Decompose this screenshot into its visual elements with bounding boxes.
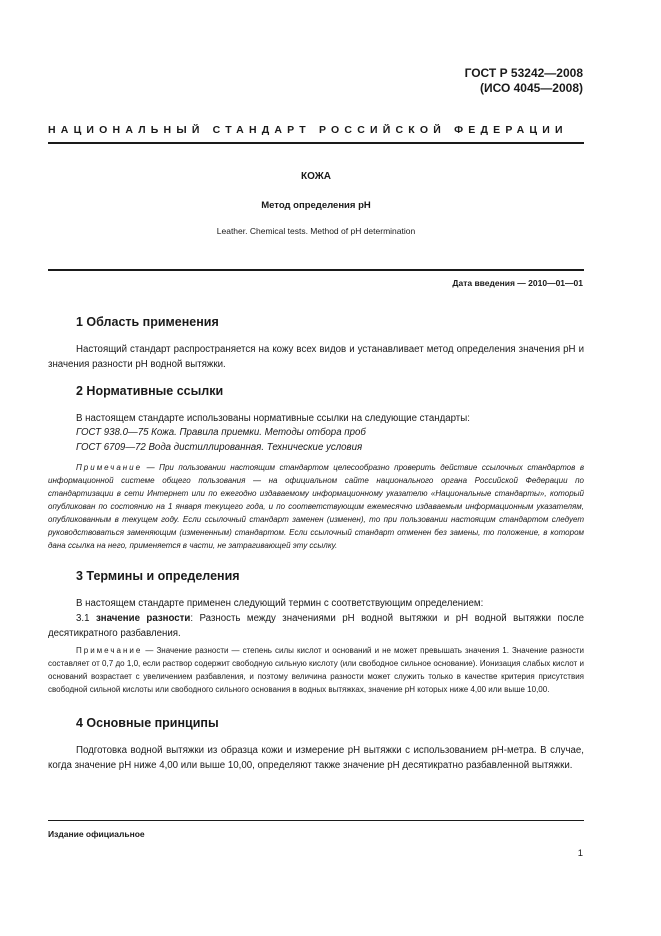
section-2-note (48, 461, 584, 552)
page-number: 1 (577, 848, 583, 859)
reference-gost-6709: ГОСТ 6709—72 Вода дистиллированная. Технические условия (76, 442, 363, 453)
document-title: КОЖА (300, 171, 331, 182)
section-3-paragraph: В настоящем стандарте применен следующий термин с соответствующим определением: (76, 598, 484, 609)
reference-gost-938: ГОСТ 938.0—75 Кожа. Правила приемки. Методы отбора проб (76, 427, 366, 438)
section-2-paragraph: В настоящем стандарте использованы нормативные ссылки на следующие стандарты: (76, 413, 470, 424)
term-number: 3.1 (76, 613, 96, 624)
section-2-heading: 2 Нормативные ссылки (76, 384, 224, 398)
note-text: — Значение разности — степень силы кислот и оснований и не может превышать значения 1. Значение разности составляет от 0,7 до 1,0, если раствор содержит свободную сильную кислоту (или свободное сильное основание). Ионизация слабых кислот и оснований возрастает с увеличением разбавления, и поэтому величина разности может служить только в качестве критерия присутствия свободной сильной кислоты или свободного сильного основания в водных вытяжках, значение рН которых ниже 4,00 или выше 10,00. (48, 646, 584, 694)
term-text: : Разность между значениями рН водной вытяжки и рН водной вытяжки после десятикратного разбавления. (48, 613, 584, 639)
note-label: Примечание (76, 646, 143, 655)
standard-number: ГОСТ Р 53242—2008 (464, 66, 583, 80)
footer-rule (48, 820, 584, 821)
section-1-paragraph: Настоящий стандарт распространяется на кожу всех видов и устанавливает метод определения значения рН и значения разности рН водной вытяжки. (48, 344, 584, 370)
document-subtitle: Метод определения рН (261, 200, 371, 211)
standard-designation (465, 66, 583, 96)
national-standard-banner: НАЦИОНАЛЬНЫЙ СТАНДАРТ РОССИЙСКОЙ ФЕДЕРАЦИИ (48, 124, 568, 136)
header-rule (48, 142, 584, 144)
section-4-heading: 4 Основные принципы (76, 716, 219, 730)
term-definition (48, 611, 584, 641)
section-1-heading: 1 Область применения (76, 315, 219, 329)
term-name: значение разности (95, 613, 191, 624)
section-3-heading: 3 Термины и определения (76, 569, 240, 583)
title-rule (48, 269, 584, 271)
introduction-date: Дата введения — 2010—01—01 (452, 278, 583, 288)
note-text: — При пользовании настоящим стандартом целесообразно проверить действие ссылочных стандартов в информационной системе общего пользования — на официальном сайте национального органа Российской Федерации по стандартизации в сети Интернет или по ежегодно издаваемому информационному указателю «Национальные стандарты», который опубликован по состоянию на 1 января текущего года, и по соответствующим ежемесячно издаваемым информационным указателям, опубликованным в текущем году. Если ссылочный стандарт заменен (изменен), то при пользовании настоящим стандартом следует руководствоваться заменяющим (измененным) стандартом. Если ссылочный стандарт отменен без замены, то положение, в котором дана ссылка на него, применяется в части, не затрагивающей эту ссылку. (48, 463, 584, 550)
section-3-note (48, 644, 584, 696)
iso-number: (ИСО 4045—2008) (479, 81, 583, 95)
official-edition-label: Издание официальное (48, 829, 145, 839)
english-title: Leather. Chemical tests. Method of pH determination (216, 226, 416, 236)
section-4-paragraph: Подготовка водной вытяжки из образца кожи и измерение рН вытяжки с использованием рН-метра. В случае, когда значение рН ниже 4,00 или выше 10,00, определяют также значение рН десятикратно разбавленной вытяжки. (48, 745, 584, 771)
note-label: Примечание (76, 463, 143, 472)
